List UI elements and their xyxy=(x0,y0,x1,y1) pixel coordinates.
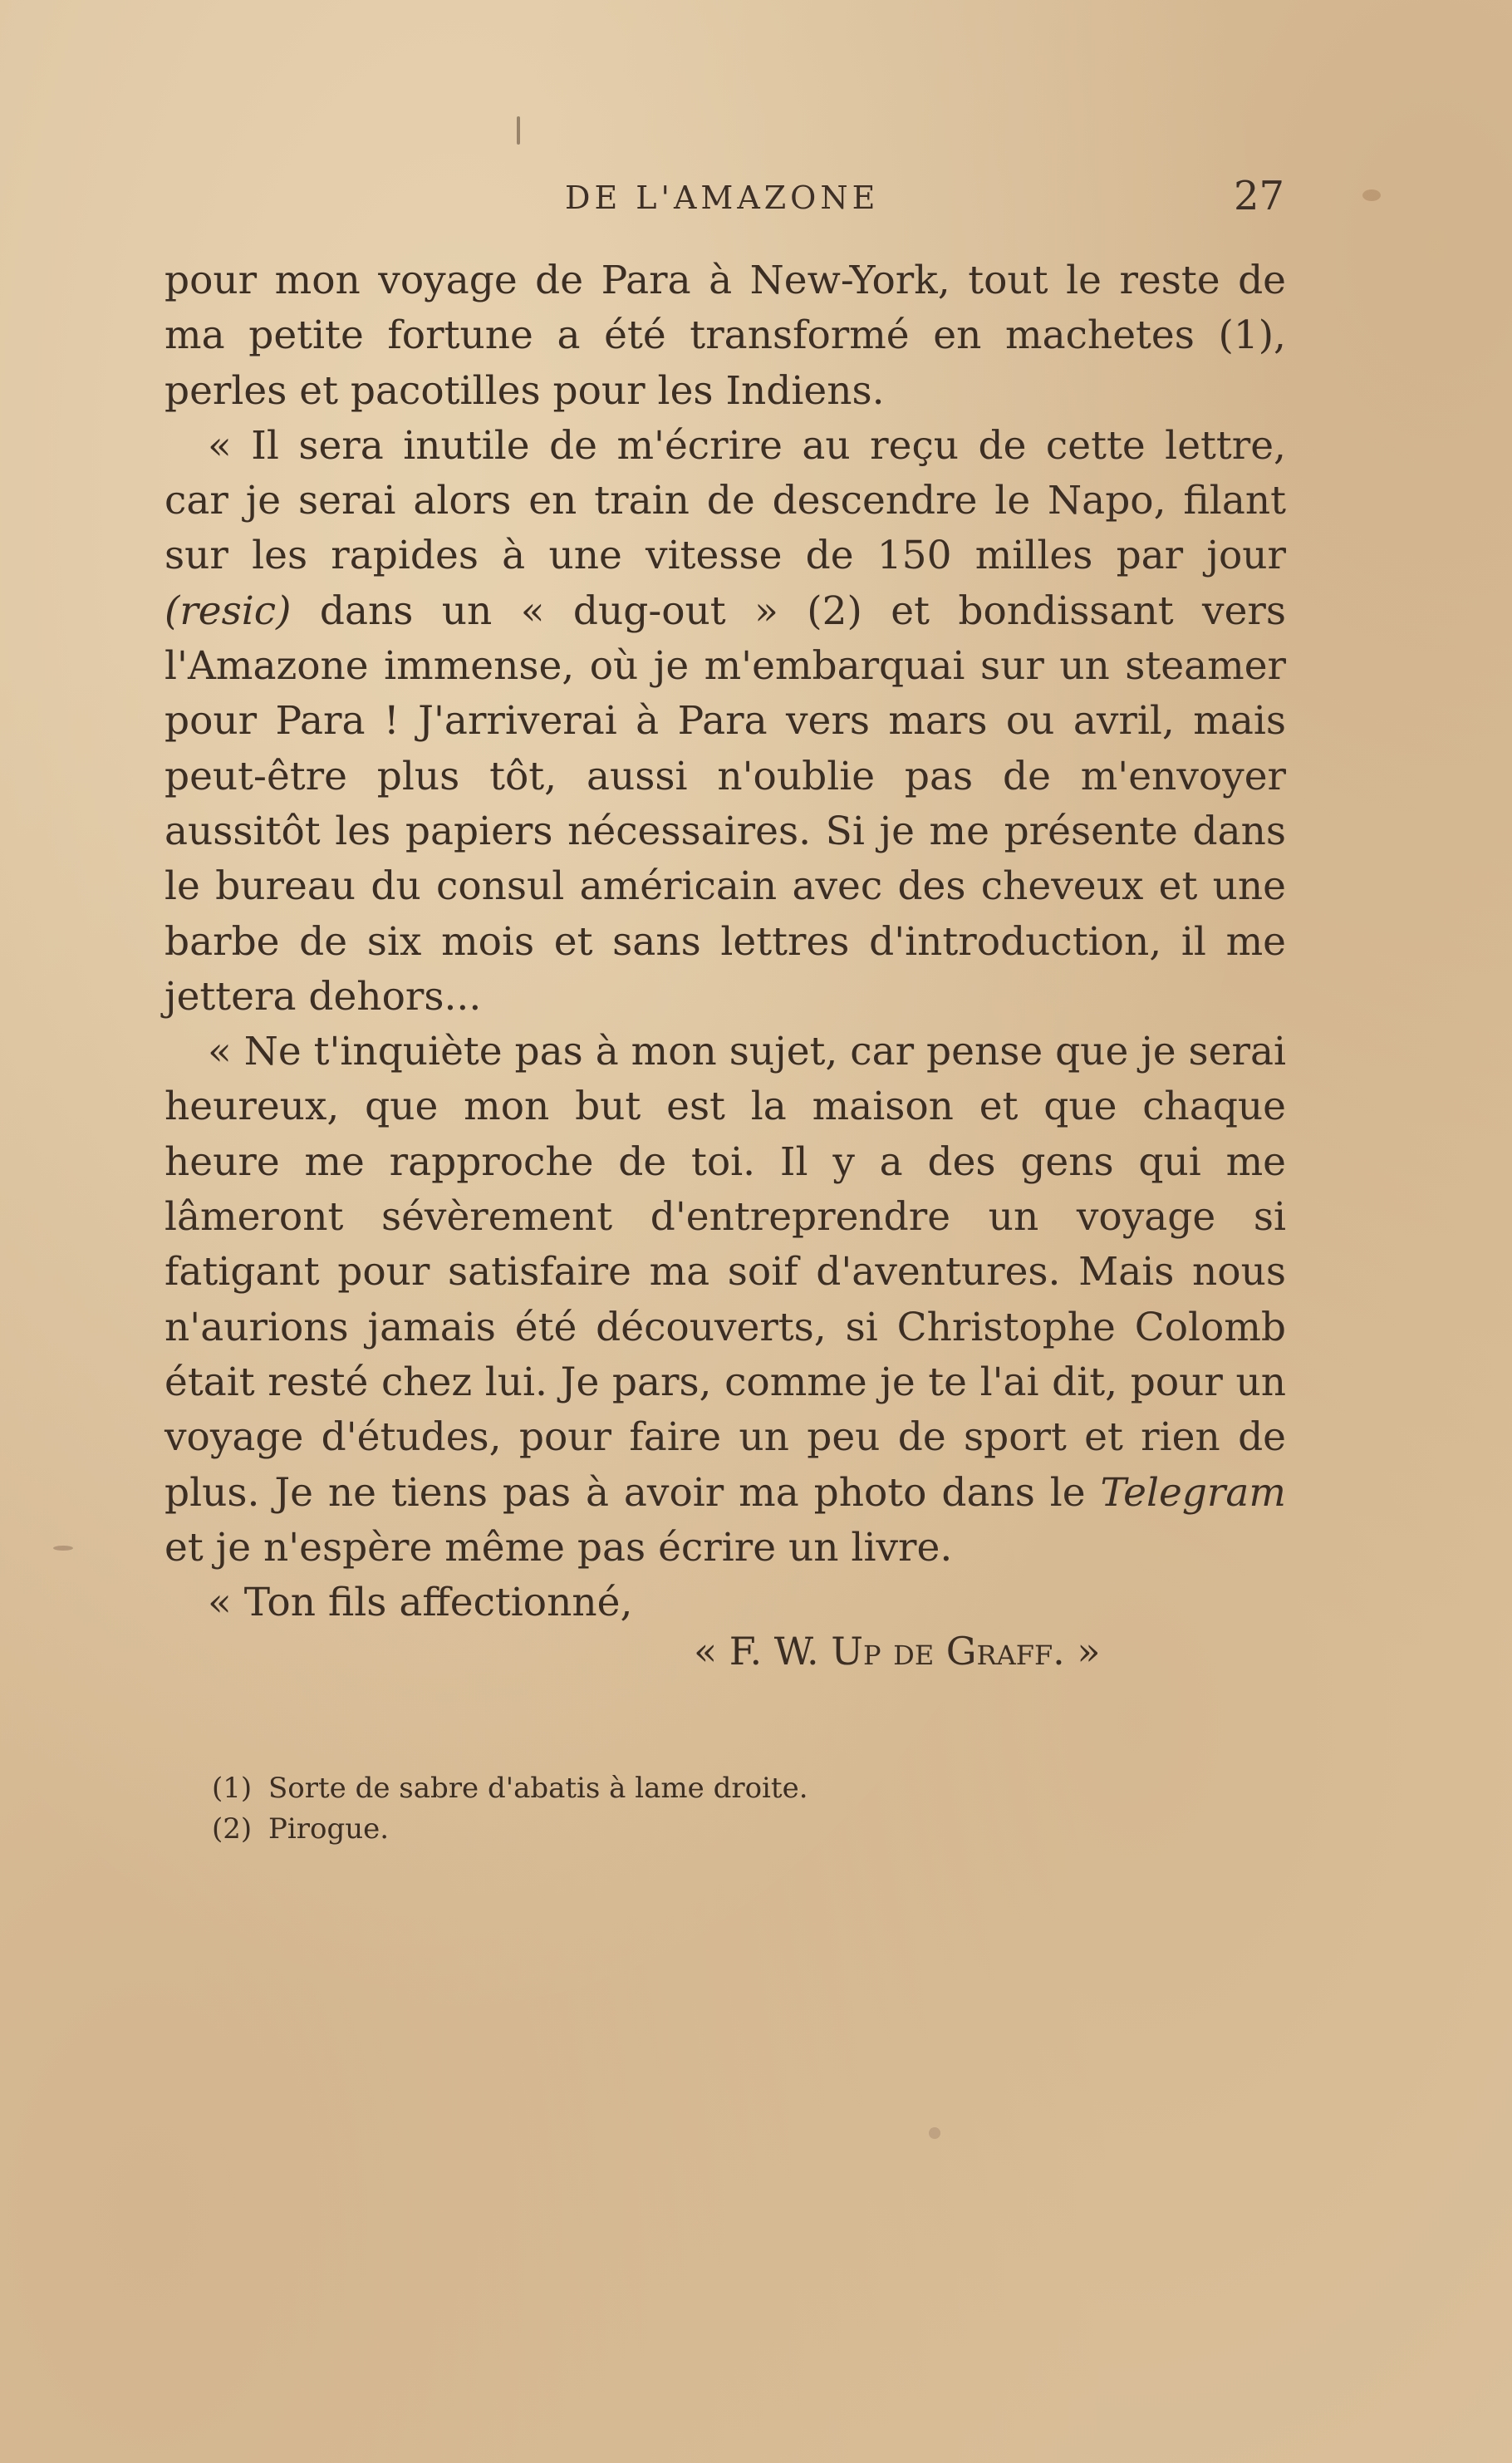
paragraph-text: et je n'espère même pas écrire un livre. xyxy=(164,1524,953,1571)
paragraph-text: pour mon voyage de Para à New-York, tout le reste de ma petite fortune a été transformé en machetes (1), perles et pacotilles pour les Indiens. xyxy=(164,258,1286,414)
footnote-mark: (1) xyxy=(212,1772,253,1805)
running-head xyxy=(0,173,1512,219)
paragraph xyxy=(164,419,1286,1025)
paragraph xyxy=(164,1025,1286,1576)
paragraph-text: dans un « dug-out » (2) et bondissant vers l'Amazone immense, où je m'embarquai sur un steamer pour Para ! J'arriverai à Para vers mars ou avril, mais peut-être plus tôt, aussi n'oublie pas de m'envoyer aussitôt les papiers nécessaires. Si je me présente dans le bureau du consul américain avec des cheveux et une barbe de six mois et sans lettres d'introduction, il me jettera dehors... xyxy=(164,587,1286,1020)
paper-stain xyxy=(53,1546,73,1551)
footnote-mark: (2) xyxy=(212,1812,253,1846)
newspaper-title: Telegram xyxy=(1100,1469,1286,1516)
footnote-text: Sorte de sabre d'abatis à lame droite. xyxy=(268,1772,808,1805)
paragraph xyxy=(164,253,1286,419)
signature-open: « F. W. xyxy=(694,1629,832,1674)
footnote xyxy=(212,1809,808,1850)
resic-note: (resic) xyxy=(164,587,292,634)
footnote xyxy=(212,1768,808,1809)
paper-mark xyxy=(517,116,520,145)
paragraph-text: « Il sera inutile de m'écrire au reçu de cette lettre, car je serai alors en train de descendre le Napo, filant sur les rapides à une vitesse de 150 milles par jour xyxy=(164,422,1286,579)
running-title: DE L'AMAZONE xyxy=(565,179,880,216)
signature-name: Up de Graff xyxy=(831,1629,1053,1674)
signature-close: . » xyxy=(1053,1629,1101,1674)
paragraph-text: « Ton fils affectionné, xyxy=(208,1580,633,1626)
closing-line xyxy=(164,1576,1286,1630)
paragraph-text: « Ne t'inquiète pas à mon sujet, car pense que je serai heureux, que mon but est la maison et que chaque heure me rapproche de toi. Il y a des gens qui me lâmeront sévèrement d'entreprendre un voyage si fatigant pour satisfaire ma soif d'aventures. Mais nous n'aurions jamais été découverts, si Christophe Colomb était resté chez lui. Je pars, comme je te l'ai dit, pour un voyage d'études, pour faire un peu de sport et rien de plus. Je ne tiens pas à avoir ma photo dans le xyxy=(164,1029,1286,1516)
body-text xyxy=(164,253,1286,1630)
footnotes xyxy=(212,1768,808,1850)
page-number: 27 xyxy=(1234,173,1285,219)
paper-stain xyxy=(929,2127,940,2139)
signature xyxy=(694,1629,1101,1674)
footnote-text: Pirogue. xyxy=(268,1812,390,1846)
